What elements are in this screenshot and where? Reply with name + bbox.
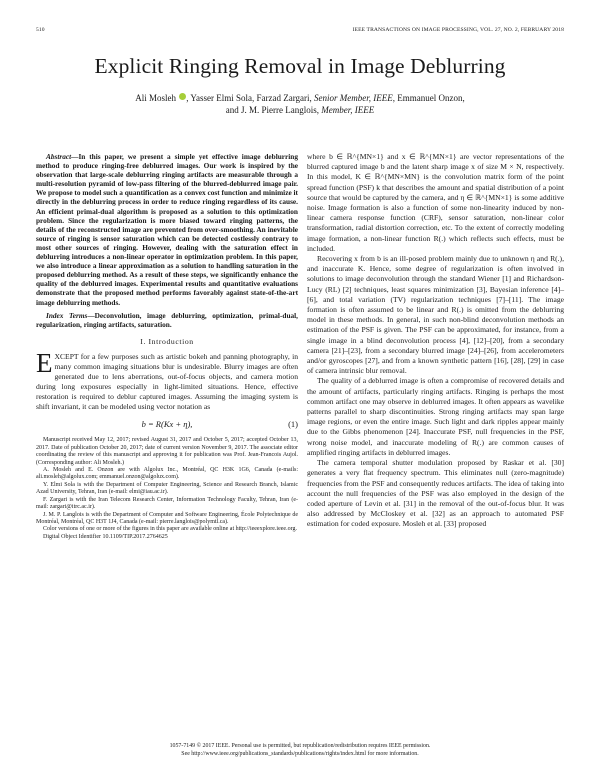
index-terms-text: —Deconvolution, image deblurring, optimization, primal-dual, regularization, ringing artifacts, saturation. xyxy=(36,310,299,329)
equation-body: b = R(Kx + η), xyxy=(141,419,193,430)
footnote: Y. Elmi Sola is with the Department of Computer Engineering, Science and Research Branch, Islamic Azad University, Tehran, Iran (e-mail: elmi@iau.ac.ir). xyxy=(36,481,298,496)
footnote: Color versions of one or more of the figures in this paper are available online at http://ieeexplore.ieee.org. xyxy=(43,526,297,533)
equation xyxy=(36,415,298,433)
page-number: 510 xyxy=(36,27,45,33)
authors-line-2 xyxy=(60,105,540,117)
abstract-text: —In this paper, we present a simple yet effective image deblurring method to produce ringing-free deblurred images. Our work is inspired by the observation that large-scale deblurring ringing artifacts are measurable through a multi-resolution pyramid of low-pass filtering of the blurred-deblurred image pair. We propose to model such a quantification as a convex cost function and minimize it directly in the deblurring process in order to reduce ringing regardless of its cause. An efficient primal-dual algorithm is proposed as a solution to this optimization problem. Since the regularization is more biased toward ringing patterns, the details of the reconstructed image are prevented from over-smoothing. An inevitable source of ringing is sensor saturation which can be detected costlessly contrary to most other sources of ringing. However, dealing with the saturation effect in deblurring introduces a non-linear operator in optimization problem. In this paper, we also introduce a linear approximation as a solution to handling saturation in the proposed deblurring method. As a result of these steps, we significantly enhance the quality of the deblurred images. Experimental results and quantitative evaluations demonstrate that the proposed method performs favorably against state-of-the-art image deblurring methods. xyxy=(36,152,298,307)
footnote: J. M. P. Langlois is with the Department of Computer and Software Engineering, École Polytechnique de Montréal, Montréal, QC H3T 1J4, Canada (e-mail: pierre.langlois@polymtl.ca). xyxy=(36,511,298,525)
copyright-notice xyxy=(60,743,540,758)
authors-text: , Yasser Elmi Sola, Farzad Zargari, xyxy=(186,93,315,103)
authors-text: , Emmanuel Onzon, xyxy=(392,93,465,103)
journal-header: IEEE TRANSACTIONS ON IMAGE PROCESSING, VOL. 27, NO. 2, FEBRUARY 2018 xyxy=(352,27,564,33)
copyright-line-2: See http://www.ieee.org/publications_standards/publications/rights/index.html for more information. xyxy=(181,750,419,757)
author-name: Ali Mosleh xyxy=(135,93,176,103)
index-terms xyxy=(36,311,298,329)
footnote: Digital Object Identifier 10.1109/TIP.2017.2764625 xyxy=(43,533,168,540)
section-heading: I. Introduction xyxy=(140,336,194,346)
dropcap: E xyxy=(36,347,53,378)
footnote: A. Mosleh and E. Onzon are with Algolux Inc., Montréal, QC H3K 1G6, Canada (e-mails: ali.mosleh@algolux.com; emmanuel.onzon@algolux.com). xyxy=(36,467,298,481)
intro-text: XCEPT for a few purposes such as artistic bokeh and panning photography, in many common imaging situations blur is undesirable. Blurry images are often generated due to lens aberrations, out-of-focus objects, and camera motion during long exposures especially in light-limited situations. Hence, effective restoration is required to deblur captured images. Assuming the imaging system is shift invariant, it can be modeled using vector notation as xyxy=(36,351,298,412)
author-membership: Senior Member, IEEE xyxy=(314,93,393,103)
right-column xyxy=(307,152,564,530)
intro-paragraph xyxy=(36,347,298,413)
index-terms-label: Index Terms xyxy=(46,310,88,320)
footnotes xyxy=(36,437,298,541)
author-membership: Member, IEEE xyxy=(321,104,375,115)
paper-title: Explicit Ringing Removal in Image Deblurring xyxy=(94,54,506,78)
copyright-line-1: 1057-7149 © 2017 IEEE. Personal use is permitted, but republication/redistribution requires IEEE permission. xyxy=(169,743,431,749)
footnote: F. Zargari is with the Iran Telecom Research Center, Information Technology Faculty, Tehran, Iran (e-mail: zargari@itrc.ac.ir). xyxy=(36,496,298,511)
abstract xyxy=(36,152,298,307)
authors-line-1 xyxy=(60,93,540,105)
body-paragraph: The camera temporal shutter modulation proposed by Raskar et al. [30] generates a very flat frequency spectrum. This eliminates null (zero-magnitude) frequencies from the PSF and consequently reduces artifacts. The idea of taking into account the null frequencies of the PSF was also employed in the design of the coded aperture of Levin et al. [31] in the removal of the out-of-focus blur. It was also addressed by McCloskey et al. [32] as an approach to automated PSF estimation for coded exposure. Mosleh et al. [33] proposed xyxy=(307,458,564,529)
authors-text: and J. M. Pierre Langlois, xyxy=(225,104,322,115)
body-paragraph: The quality of a deblurred image is often a compromise of recovered details and the amount of artifacts, particularly ringing artifacts. Ringing is perhaps the most common artifact one may observe in deblurred images. It often appears as wavelike patterns parallel to sharp discontinuities. Strong ringing artifacts may span large image regions, or even the entire image. Such light and dark ripples appear mainly due to the Gibbs phenomenon [24]. Inaccurate PSF, null frequencies in the PSF, wrong noise model, and inaccurate modeling of R(.) are common causes of amplified ringing artifacts in deblurred images. xyxy=(307,376,564,457)
body-paragraph: where b ∈ ℝ^{MN×1} and x ∈ ℝ^{MN×1} are vector representations of the blurred captured image b and the latent sharp image x of size M × N, respectively. In this model, K ∈ ℝ^{MN×MN} is the convolution matrix form of the point spread function (PSF) k that describes the amount and spatial distribution of a point source that would be captured by the camera, and η ∈ ℝ^{MN×1} is some additive noise. Image formation is also a function of some non-linearity induced by non-linear camera response function (CRF), sensor saturation, non-linear color transformation, radial distortion correction, etc. To the extent of correctly modeling image formation, a non-linear function R(.) which reflects such effects, must be included. xyxy=(307,152,564,253)
abstract-label: Abstract xyxy=(46,152,72,161)
footnote: Manuscript received May 12, 2017; revised August 31, 2017 and October 5, 2017; accepted October 13, 2017. Date of publication October 20, 2017; date of current version November 9, 2017. The associate editor coordinating the review of this manuscript and approving it for publication was Prof. Jean-Francois Aujol. (Corresponding author: Ali Mosleh.) xyxy=(36,437,298,466)
body-paragraph: Recovering x from b is an ill-posed problem mainly due to unknown η and R(.), and inaccurate K. Hence, some degree of regularization is often involved in solutions to image deconvolution through the standard Wiener [1] and Richardson-Lucy (RL) [2] techniques, least squares minimization [3], Bayesian inference [4]–[6], and total variation (TV) regularization techniques [7]–[11]. The image formation is often assumed to be linear and R(.) is omitted from the deblurring model in these methods. In general, in such non-blind deconvolution methods an estimation of the PSF is given. The PSF can be approximated, for instance, from a single image in a blind deconvolution process [4], [12]–[20], from a secondary camera [21]–[23], from a secondary blurred image [24]–[26], from accelerometers and/or gyroscopes [27], and from a known synthetic pattern [16], [28], [29] in case of camera intrinsic blur removal. xyxy=(307,254,564,376)
left-column xyxy=(36,152,298,541)
equation-number: (1) xyxy=(288,419,298,430)
authors-block xyxy=(60,93,540,116)
